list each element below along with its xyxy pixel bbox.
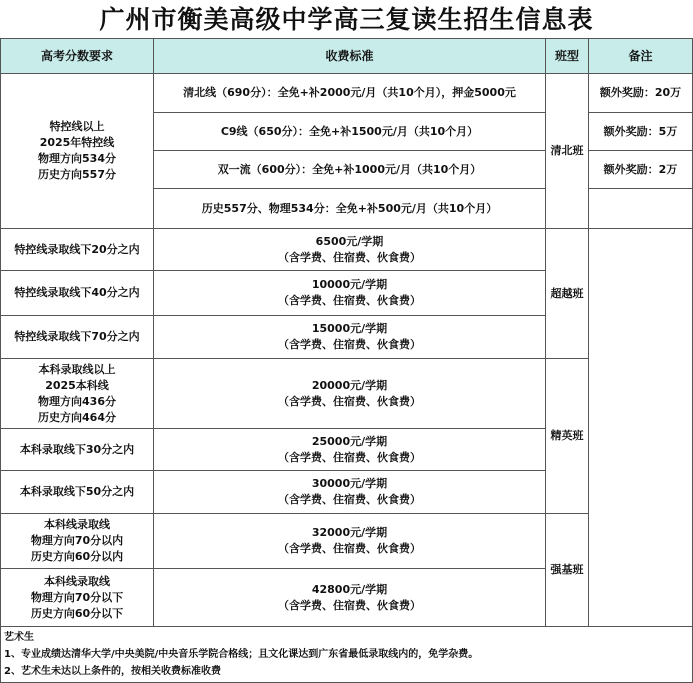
score-cell: 特控线录取线下70分之内 xyxy=(0,315,154,359)
class-cell: 超越班 xyxy=(545,228,589,359)
note-cell xyxy=(588,228,693,627)
header-score: 高考分数要求 xyxy=(0,38,154,74)
fee-cell: 历史557分、物理534分：全免+补500元/月（共10个月） xyxy=(153,188,546,229)
header-fee: 收费标准 xyxy=(153,38,546,74)
score-cell: 本科录取线以上 2025本科线 物理方向436分 历史方向464分 xyxy=(0,358,154,429)
header-note: 备注 xyxy=(588,38,693,74)
fee-cell: 清北线（690分）：全免+补2000元/月（共10个月），押金5000元 xyxy=(153,73,546,113)
fee-cell: 双一流（600分）：全免+补1000元/月（共10个月） xyxy=(153,150,546,189)
score-cell: 本科线录取线 物理方向70分以下 历史方向60分以下 xyxy=(0,568,154,627)
footer-notes xyxy=(0,626,693,683)
footer-line: 1、专业成绩达清华大学/中央美院/中央音乐学院合格线；且文化课达到广东省最低录取线内的，免学杂费。 xyxy=(4,649,479,660)
class-cell: 强基班 xyxy=(545,513,589,627)
class-cell: 精英班 xyxy=(545,358,589,514)
score-cell: 本科线录取线 物理方向70分以内 历史方向60分以内 xyxy=(0,513,154,569)
fee-cell: 15000元/学期 （含学费、住宿费、伙食费） xyxy=(153,315,546,359)
note-cell: 额外奖励：2万 xyxy=(588,150,693,189)
page-title: 广州市衡美高级中学高三复读生招生信息表 xyxy=(99,5,594,34)
note-cell xyxy=(588,188,693,229)
fee-cell: 6500元/学期 （含学费、住宿费、伙食费） xyxy=(153,228,546,271)
score-cell: 本科录取线下30分之内 xyxy=(0,428,154,471)
note-cell: 额外奖励：20万 xyxy=(588,73,693,113)
score-cell: 特控线以上 2025年特控线 物理方向534分 历史方向557分 xyxy=(0,73,154,229)
fee-cell: 42800元/学期 （含学费、住宿费、伙食费） xyxy=(153,568,546,627)
fee-cell: 20000元/学期 （含学费、住宿费、伙食费） xyxy=(153,358,546,429)
fee-cell: 10000元/学期 （含学费、住宿费、伙食费） xyxy=(153,270,546,316)
fee-cell: C9线（650分）：全免+补1500元/月（共10个月） xyxy=(153,112,546,151)
fee-cell: 25000元/学期 （含学费、住宿费、伙食费） xyxy=(153,428,546,471)
footer-line: 2、艺术生未达以上条件的，按相关收费标准收费 xyxy=(4,666,221,677)
fee-cell: 32000元/学期 （含学费、住宿费、伙食费） xyxy=(153,513,546,569)
note-cell: 额外奖励：5万 xyxy=(588,112,693,151)
class-cell: 清北班 xyxy=(545,73,589,229)
header-class: 班型 xyxy=(545,38,589,74)
score-cell: 本科录取线下50分之内 xyxy=(0,470,154,514)
footer-heading: 艺术生 xyxy=(4,632,34,643)
score-cell: 特控线录取线下40分之内 xyxy=(0,270,154,316)
score-cell: 特控线录取线下20分之内 xyxy=(0,228,154,271)
fee-cell: 30000元/学期 （含学费、住宿费、伙食费） xyxy=(153,470,546,514)
